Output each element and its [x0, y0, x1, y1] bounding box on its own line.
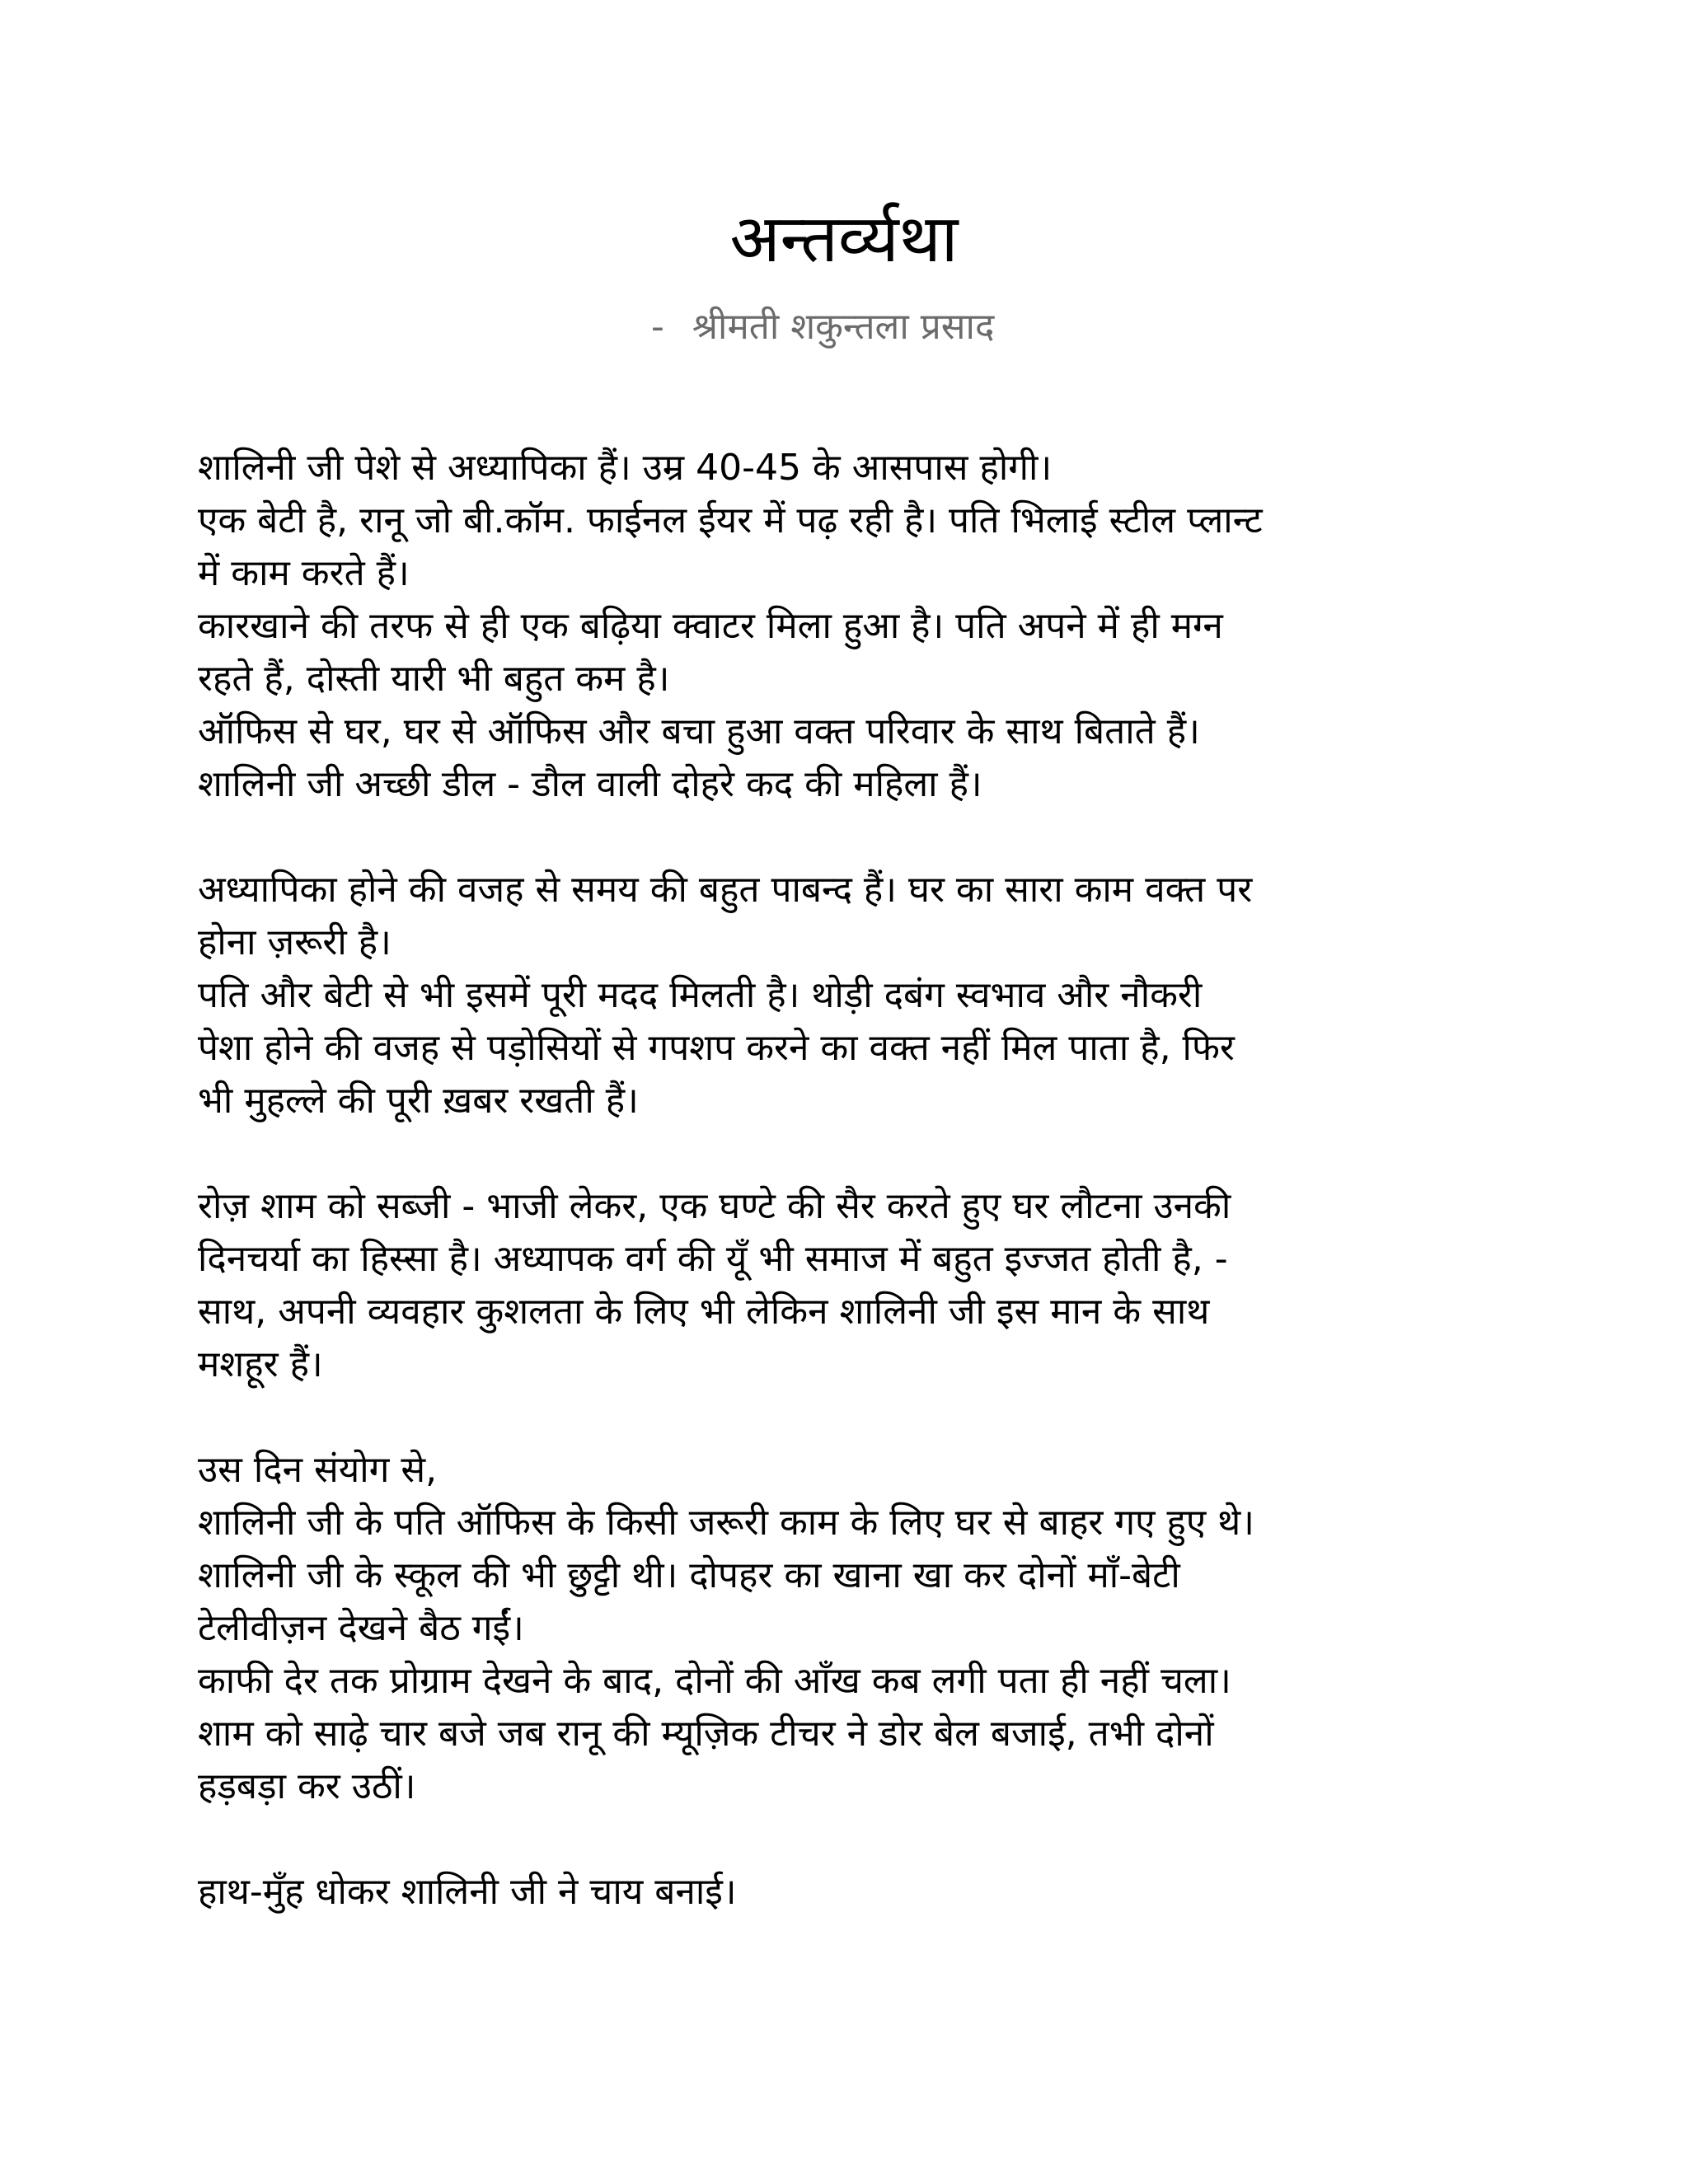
text-line: शाम को साढ़े चार बजे जब रानू की म्यूज़िक टीचर ने डोर बेल बजाई, तभी दोनों	[198, 1713, 1214, 1755]
paragraph-gap	[198, 811, 1533, 864]
text-line: हड़बड़ा कर उठीं।	[198, 1765, 416, 1807]
text-line: पति और बेटी से भी इसमें पूरी मदद मिलती है। थोड़ी दबंग स्वभाव और नौकरी	[198, 974, 1203, 1016]
paragraph-gap	[198, 1813, 1533, 1866]
text-line: शालिनी जी के पति ऑफिस के किसी जरूरी काम के लिए घर से बाहर गए हुए थे।	[198, 1502, 1254, 1544]
text-line: रहते हैं, दोस्ती यारी भी बहुत कम है।	[198, 658, 670, 700]
paragraph	[198, 1180, 1533, 1391]
paragraph	[198, 864, 1533, 1127]
text-line: काफी देर तक प्रोग्राम देखने के बाद, दोनों की आँख कब लगी पता ही नहीं चला।	[198, 1660, 1231, 1702]
text-line: दिनचर्या का हिस्सा है। अध्यापक वर्ग की यूँ भी समाज में बहुत इज्जत होती है, -	[198, 1238, 1228, 1280]
text-line: उस दिन संयोग से,	[198, 1449, 438, 1491]
document-title: अन्तर्व्यथा	[729, 200, 959, 277]
paragraph-gap	[198, 1391, 1533, 1444]
text-line: पेशा होने की वजह से पड़ोसियों से गपशप करने का वक्त नहीं मिल पाता है, फिर	[198, 1027, 1235, 1069]
text-line: अध्यापिका होने की वजह से समय की बहुत पाबन्द हैं। घर का सारा काम वक्त पर	[198, 869, 1253, 911]
text-line: शालिनी जी के स्कूल की भी छुट्टी थी। दोपहर का खाना खा कर दोनों माँ-बेटी	[198, 1554, 1180, 1596]
text-line: शालिनी जी अच्छी डील - डौल वाली दोहरे कद की महिला हैं।	[198, 763, 982, 805]
text-line: में काम करते हैं।	[198, 552, 410, 594]
text-line: रोज़ शाम को सब्जी - भाजी लेकर, एक घण्टे की सैर करते हुए घर लौटना उनकी	[198, 1185, 1231, 1227]
text-line: शालिनी जी पेशे से अध्यापिका हैं। उम्र 40-45 के आसपास होगी।	[198, 447, 1053, 489]
text-line: साथ, अपनी व्यवहार कुशलता के लिए भी लेकिन शालिनी जी इस मान के साथ	[198, 1291, 1210, 1333]
author-line	[651, 298, 994, 356]
author-dash: -	[651, 306, 664, 348]
text-line: एक बेटी है, रानू जो बी.कॉम. फाईनल ईयर में पढ़ रही है। पति भिलाई स्टील प्लान्ट	[198, 499, 1263, 541]
author-name: श्रीमती शकुन्तला प्रसाद	[692, 306, 995, 348]
text-line: मशहूर हैं।	[198, 1343, 323, 1385]
paragraph-gap	[198, 1127, 1533, 1180]
paragraph	[198, 1444, 1533, 1813]
text-line: कारखाने की तरफ से ही एक बढ़िया क्वाटर मिला हुआ है। पति अपने में ही मग्न	[198, 605, 1223, 647]
text-line: भी मुहल्ले की पूरी ख़बर रखती हैं।	[198, 1080, 639, 1122]
text-line: ऑफिस से घर, घर से ऑफिस और बचा हुआ वक्त परिवार के साथ बिताते हैं।	[198, 710, 1200, 752]
paragraph	[198, 442, 1533, 811]
paragraph	[198, 1866, 1533, 1919]
text-line: हाथ-मुँह धोकर शालिनी जी ने चाय बनाई।	[198, 1871, 737, 1913]
text-line: टेलीवीज़न देखने बैठ गईं।	[198, 1607, 524, 1649]
text-line: होना ज़रूरी है।	[198, 921, 392, 963]
document-body	[198, 442, 1533, 1919]
